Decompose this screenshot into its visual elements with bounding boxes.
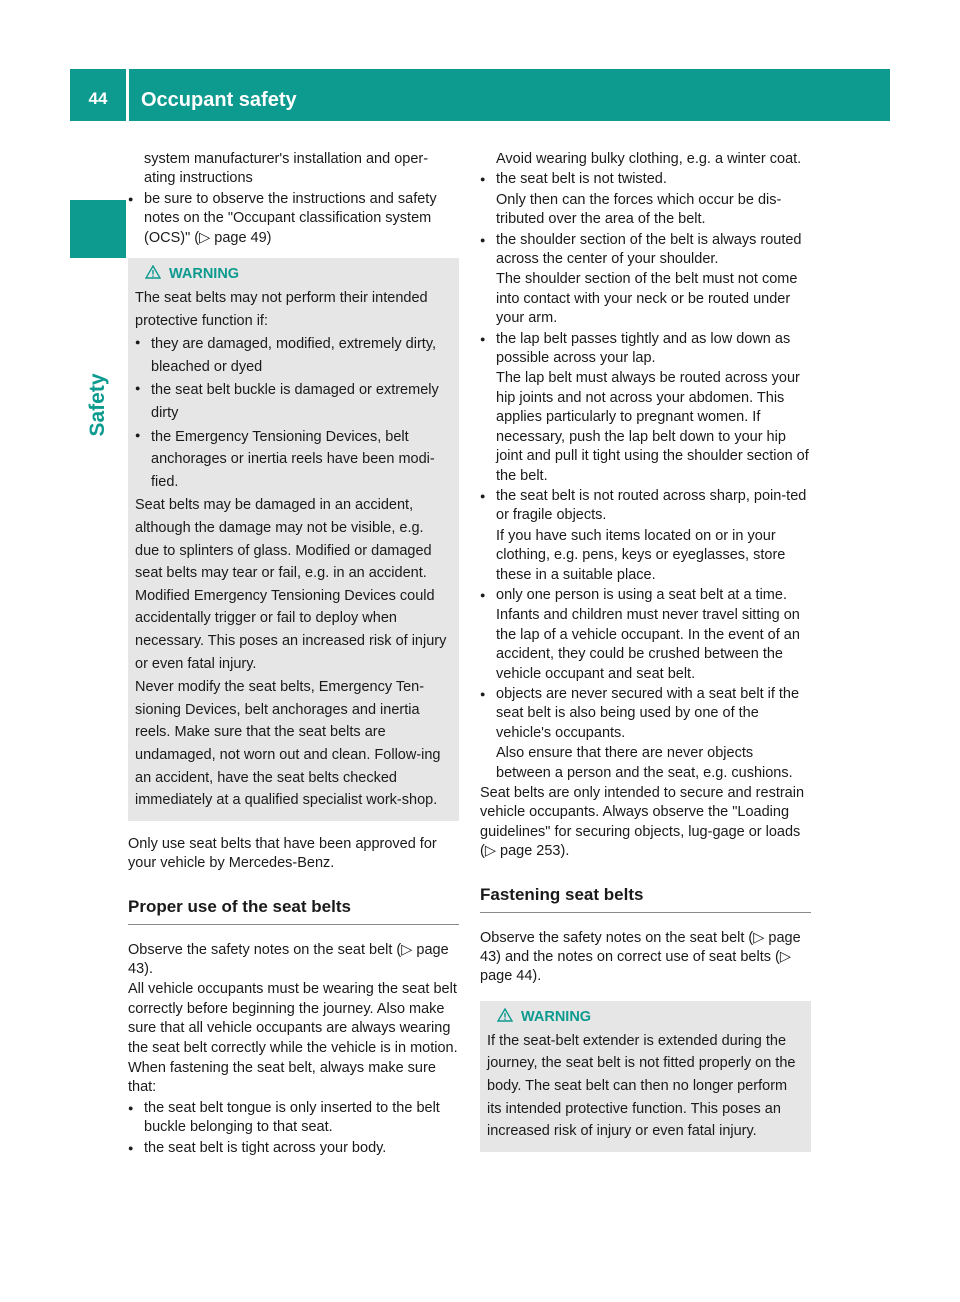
list-item: ● the lap belt passes tightly and as low down as possible across your lap. — [480, 330, 811, 369]
warning-triangle-icon — [497, 1008, 513, 1022]
warning-bullet: ● they are damaged, modified, extremely dirty, bleached or dyed — [135, 333, 451, 378]
list-item-note: Only then can the forces which occur be dis-tributed over the area of the belt. — [496, 191, 782, 228]
list-item: ● the seat belt is not twisted. — [480, 170, 811, 189]
left-column — [128, 150, 459, 1159]
body-paragraph: Observe the safety notes on the seat belt (▷ page 43). — [128, 941, 449, 977]
list-item-note: The lap belt must always be routed across your hip joints and not across your abdomen. This applies particularly to pregnant women. If necessary, push the lap belt down to your hip joint and pull it tight using the shoulder section of the belt. — [496, 370, 809, 484]
intro-bullet: ● be sure to observe the instructions and safety notes on the "Occupant classification system (OCS)" (▷ page 49) — [128, 190, 459, 248]
list-item-note: If you have such items located on or in your clothing, e.g. pens, keys or eyeglasses, store these in a suitable place. — [496, 527, 786, 583]
page-header — [70, 69, 890, 121]
warning-paragraph: Seat belts may be damaged in an accident, although the damage may not be visible, e.g. due to splinters of glass. Modified or damaged seat belts may tear or fail, e.g. in an accident. Modified Emergency Tensioning Devices could accidentally trigger or fail to deploy when necessary. This poses an increased risk of injury or even fatal injury. — [135, 497, 447, 672]
right-column — [480, 150, 811, 1166]
warning-bullet: ● the Emergency Tensioning Devices, belt anchorages or inertia reels have been modi-fied. — [135, 426, 451, 494]
warning-box-seatbelts — [128, 258, 459, 821]
list-item: ● the seat belt tongue is only inserted to the belt buckle belonging to that seat. — [128, 1099, 459, 1138]
warning-paragraph: Never modify the seat belts, Emergency Ten-sioning Devices, belt anchorages and inertia reels. Make sure that the seat belts are undamaged, not worn out and clean. Follow-ing an accident, have the seat belts checked immediately at a qualified specialist work-shop. — [135, 679, 441, 809]
list-item-note: Also ensure that there are never objects between a person and the seat, e.g. cushions. — [496, 745, 793, 781]
header-divider — [126, 69, 129, 121]
list-item: ● the seat belt is not routed across sharp, poin-ted or fragile objects. — [480, 487, 811, 526]
list-item: ● objects are never secured with a seat belt if the seat belt is also being used by one of the vehicle's occupants. — [480, 685, 811, 743]
list-item-note: The shoulder section of the belt must not come into contact with your neck or be routed under your arm. — [496, 271, 798, 327]
list-item: ● only one person is using a seat belt at a time. — [480, 586, 811, 605]
warning-heading — [135, 264, 451, 284]
section-heading-proper-use: Proper use of the seat belts — [128, 896, 459, 925]
list-item-note: Infants and children must never travel sitting on the lap of a vehicle occupant. In the event of an accident, they could be crushed between the vehicle occupant and seat belt. — [496, 607, 800, 682]
list-item: ● the shoulder section of the belt is always routed across the center of your shoulder. — [480, 231, 811, 270]
warning-title: WARNING — [169, 266, 240, 283]
warning-lead: The seat belts may not perform their intended protective function if: — [135, 290, 428, 329]
warning-box-extender — [480, 1001, 811, 1152]
body-paragraph: Observe the safety notes on the seat belt (▷ page 43) and the notes on correct use of seat belts (▷ page 44). — [480, 929, 801, 985]
list-item: ● the seat belt is tight across your body. — [128, 1139, 459, 1158]
section-side-label-text: Safety — [86, 373, 109, 437]
body-paragraph: Seat belts are only intended to secure and restrain vehicle occupants. Always observe the "Loading guidelines" for securing objects, lug-gage or loads (▷ page 253). — [480, 785, 805, 860]
approved-belts-note: Only use seat belts that have been approved for your vehicle by Mercedes-Benz. — [128, 835, 437, 872]
body-paragraph: All vehicle occupants must be wearing the seat belt correctly before beginning the journey. Also make sure that all vehicle occupants are always wearing the seat belt correctly while the vehicle is in motion. — [128, 981, 458, 1056]
warning-paragraph: If the seat-belt extender is extended during the journey, the seat belt is not fitted properly on the body. The seat belt can then no longer perform its intended protective function. This poses an increased risk of injury or even fatal injury. — [487, 1032, 796, 1140]
page-number: 44 — [88, 89, 108, 108]
body-paragraph: When fastening the seat belt, always make sure that: — [128, 1059, 436, 1096]
warning-title: WARNING — [521, 1008, 592, 1025]
section-heading-fastening: Fastening seat belts — [480, 884, 811, 913]
chapter-title: Occupant safety — [141, 89, 297, 111]
warning-heading — [487, 1007, 803, 1027]
warning-bullet: ● the seat belt buckle is damaged or extremely dirty — [135, 379, 451, 424]
intro-continuation: system manufacturer's installation and oper-ating instructions — [144, 151, 429, 187]
section-tab-marker — [70, 200, 126, 258]
continuation-note: Avoid wearing bulky clothing, e.g. a winter coat. — [496, 151, 802, 167]
section-side-label — [86, 365, 110, 445]
warning-triangle-icon — [145, 265, 161, 279]
